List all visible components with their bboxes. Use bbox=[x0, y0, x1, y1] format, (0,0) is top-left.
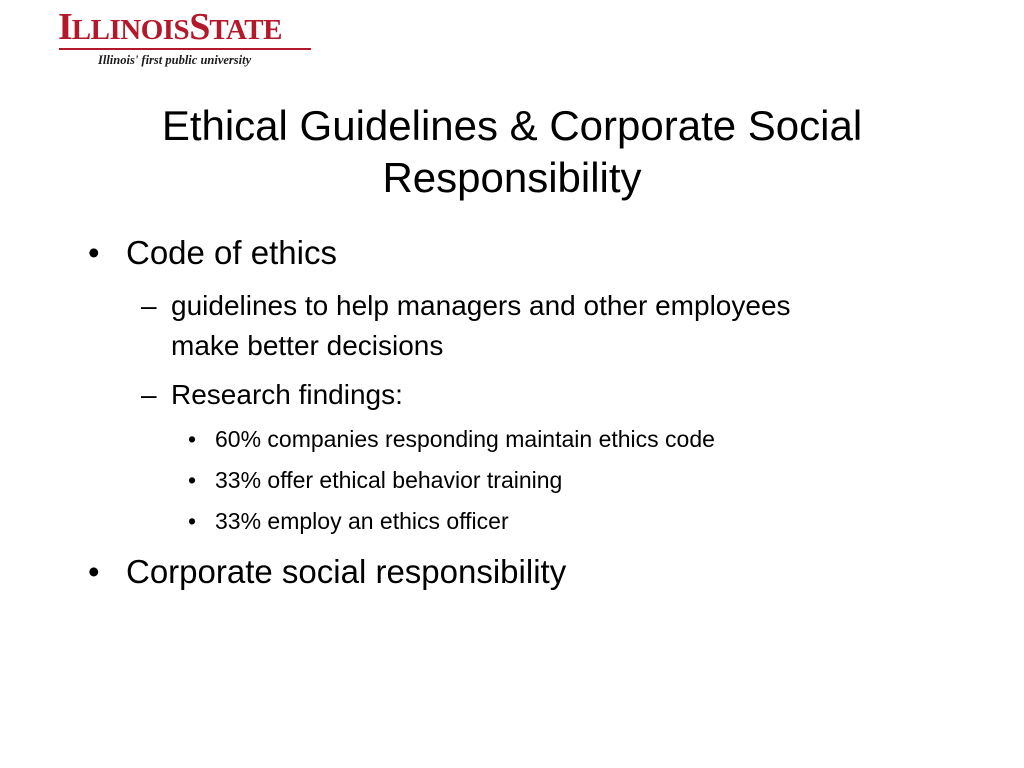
sub-bullet-guidelines-line-2: make better decisions bbox=[171, 330, 444, 361]
bullet-marker: • bbox=[88, 553, 100, 590]
bullet-code-of-ethics: Code of ethics bbox=[126, 234, 337, 271]
logo-wordmark-tate: TATE bbox=[209, 14, 282, 46]
bullet-marker: • bbox=[188, 467, 197, 493]
logo-tagline: Illinois' first public university bbox=[98, 53, 252, 67]
bullet-marker: • bbox=[88, 234, 100, 271]
bullet-marker: • bbox=[188, 426, 197, 452]
logo-rule bbox=[59, 48, 311, 50]
logo-wordmark-initial-i: I bbox=[58, 6, 72, 48]
logo-wordmark-initial-s: S bbox=[189, 6, 210, 48]
finding-item-1: 60% companies responding maintain ethics code bbox=[215, 426, 715, 452]
logo-wordmark bbox=[58, 8, 282, 46]
illinois-state-logo bbox=[58, 8, 318, 68]
dash-marker: – bbox=[141, 290, 157, 321]
sub-bullet-guidelines-line-1: guidelines to help managers and other employees bbox=[171, 290, 791, 321]
sub-bullet-research-findings: Research findings: bbox=[171, 379, 403, 410]
slide-title: Ethical Guidelines & Corporate Social Responsibility bbox=[161, 102, 863, 201]
dash-marker: – bbox=[141, 379, 157, 410]
bullet-marker: • bbox=[188, 508, 197, 534]
finding-item-2: 33% offer ethical behavior training bbox=[215, 467, 563, 493]
bullet-corporate-social-responsibility: Corporate social responsibility bbox=[126, 553, 567, 590]
logo-wordmark-llinois: LLINOIS bbox=[71, 14, 190, 46]
finding-item-3: 33% employ an ethics officer bbox=[215, 508, 509, 534]
